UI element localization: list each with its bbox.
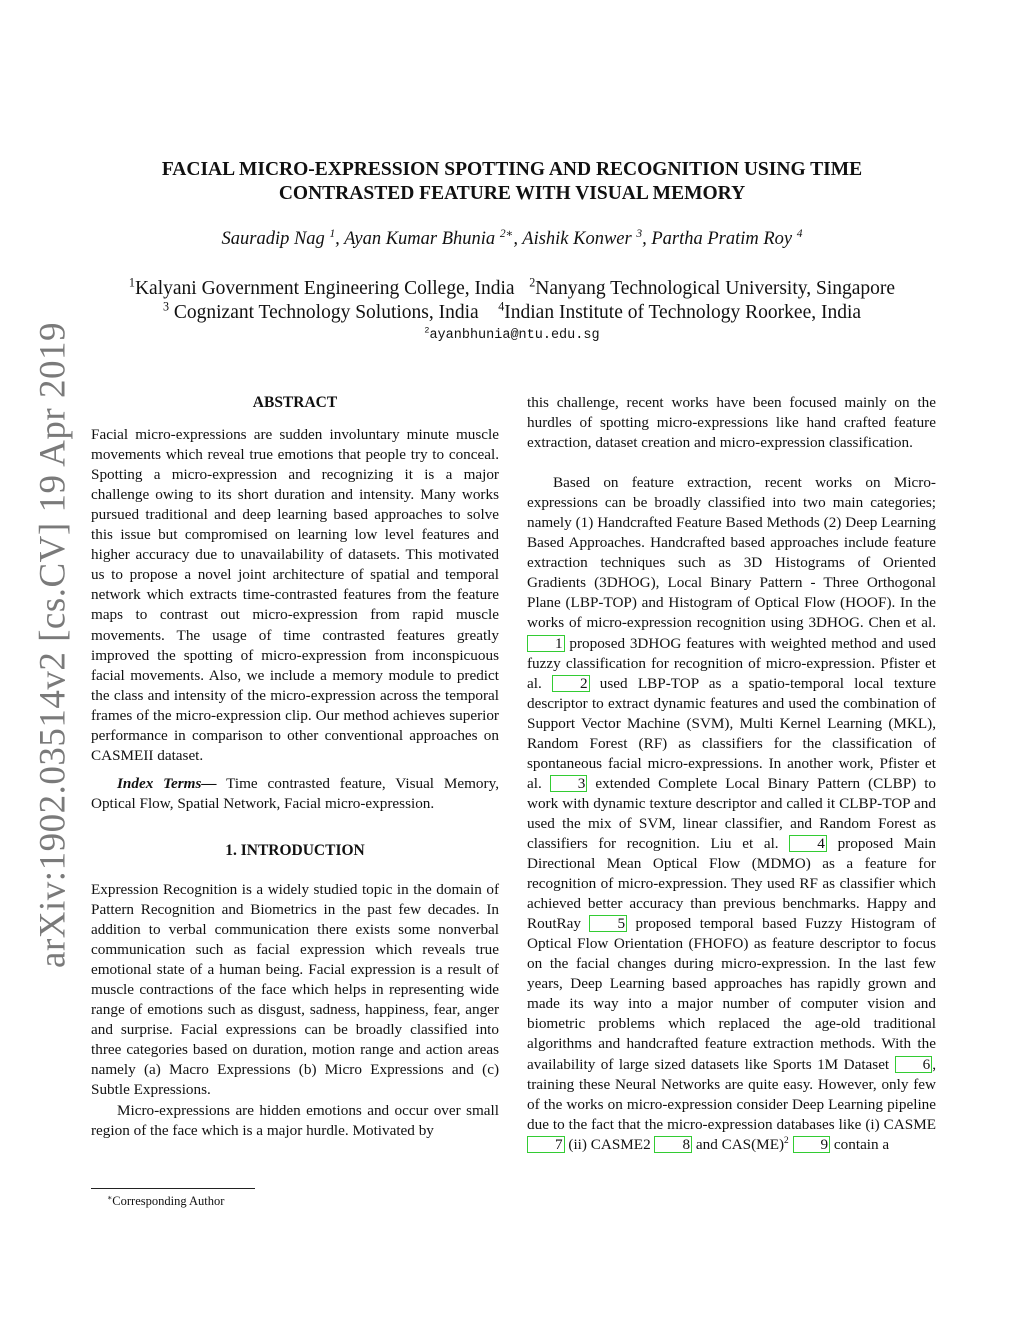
index-terms-label: Index Terms—: [117, 774, 217, 792]
affiliation-name: Indian Institute of Technology Roorkee, India: [504, 302, 862, 323]
author-sup: 1: [329, 227, 336, 240]
footnote: [107, 1194, 224, 1209]
text-run: contain a: [833, 1135, 890, 1153]
author-sup: 2∗: [499, 227, 514, 240]
paper-title: [100, 158, 924, 206]
affiliations-row-1: [80, 277, 944, 301]
right-paragraph-0: this challenge, recent works have been focused mainly on the hurdles of spotting micro-expressions like hand crafted feature extraction, dataset creation and micro-expression classification.: [527, 394, 936, 452]
text-run: and CAS(ME): [695, 1135, 785, 1153]
right-column: [527, 393, 936, 1155]
footnote-text: Corresponding Author: [112, 1194, 225, 1208]
affiliation-sup: 4: [498, 299, 505, 314]
affiliation-name: Cognizant Technology Solutions, India: [173, 302, 479, 323]
citation-link[interactable]: 9: [793, 1136, 831, 1153]
affiliation-sup: 1: [128, 275, 135, 290]
author-name: Aishik Konwer: [522, 229, 632, 249]
text-run: proposed Main Directional Mean Optical Flow (MDMO) as a feature for recognition of micro-expression. They used RF as classifier which achieved better accuracy than previous benchmarks. Happy and RoutRay: [527, 834, 936, 933]
left-column: [91, 393, 499, 1141]
citation-link[interactable]: 2: [552, 675, 590, 692]
footnote-divider: [91, 1188, 255, 1189]
affiliation-sup: 3: [162, 299, 169, 314]
abstract-text: Facial micro-expressions are sudden involuntary minute muscle movements which reveal true emotions that people try to conceal. Spotting a micro-expression and recognizing it is a major challenge owing to its short duration and intensity. Many works pursued traditional and deep learning based approaches to solve this issue but compromised on learning low level features and higher accuracy due to unavailability of datasets. This motivated us to propose a novel joint architecture of spatial and temporal network which extracts time-contrasted features from the feature maps to contrast out micro-expression from rapid muscle movements. The usage of time contrasted features greatly improved the spotting of micro-expression from inconspicuous facial movements. Also, we include a memory module to predict the class and intensity of the micro-expression across the temporal frames of the micro-expression clip. Our method achieves superior performance in comparison to other conventional approaches on CASMEII dataset.: [91, 426, 499, 764]
email-address: ayanbhunia@ntu.edu.sg: [429, 328, 600, 343]
superscript: 2: [784, 1135, 789, 1146]
author-sup: 3: [636, 227, 643, 240]
footnote-sup: ∗: [107, 1192, 113, 1202]
intro-paragraph-1: Expression Recognition is a widely studied topic in the domain of Pattern Recognition and Biometrics in the past few decades. In addition to verbal communication there exists some nonverbal communication such as facial expression which reveals true emotional state of a human being. Facial expression is a result of muscle contractions of the face which helps in representing wide range of emotions such as disgust, sadness, happiness, fear, anger and surprise. Facial expressions can be broadly classified into three categories based on duration, motion range and action areas namely (a) Macro Expressions (b) Micro Expressions and (c) Subtle Expressions.: [91, 880, 499, 1099]
text-run: proposed temporal based Fuzzy Histogram of Optical Flow Orientation (FHOFO) as feature descriptor to focus on the facial changes during micro-expression. In the last few years, Deep Learning based approaches has rapidly grown and made its way into a major number of computer vision and biometric problems which replaced the age-old traditional algorithms and handcrafted feature extraction methods. With the availability of large sized datasets like Sports 1M Dataset: [527, 915, 937, 1073]
citation-link[interactable]: 1: [527, 635, 565, 652]
text-run: Based on feature extraction, recent works on Micro-expressions can be broadly classified into two main categories; namely (1) Handcrafted Feature Based Methods (2) Deep Learning Based Approaches. Handcrafted based approaches include feature extraction techniques such as 3D Histograms of Oriented Gradients (3DHOG), Local Binary Pattern - Three Orthogonal Plane (LBP-TOP) and Histogram of Optical Flow (HOOF). In the works of micro-expression recognition using 3DHOG. Chen et al.: [527, 474, 936, 632]
text-run: , training these Neural Networks are quite easy. However, only few of the works on micro-expression consider Deep Learning pipeline due to the fact that the micro-expression databases like (i) CASME: [527, 1055, 936, 1133]
citation-link[interactable]: 8: [654, 1136, 692, 1153]
arxiv-side-stamp: arXiv:1902.03514v2 [cs.CV] 19 Apr 2019: [32, 322, 74, 968]
index-terms: [91, 774, 499, 814]
introduction-heading: 1. INTRODUCTION: [225, 841, 365, 859]
author-name: Partha Pratim Roy: [651, 229, 793, 249]
email-sup: 2: [424, 325, 430, 336]
citation-link[interactable]: 6: [895, 1056, 933, 1073]
text-run: (ii) CASME2: [568, 1135, 651, 1153]
index-terms-text: Time contrasted feature, Visual Memory, Optical Flow, Spatial Network, Facial micro-expression.: [91, 774, 499, 812]
text-run: proposed 3DHOG features with weighted method and used fuzzy classification for recognition of micro-expression. Pfister et al.: [527, 634, 937, 692]
author-name: Ayan Kumar Bhunia: [344, 229, 496, 249]
title-line-1: FACIAL MICRO-EXPRESSION SPOTTING AND RECOGNITION USING TIME: [161, 159, 863, 180]
citation-link[interactable]: 3: [550, 775, 588, 792]
author-name: Sauradip Nag: [221, 229, 325, 249]
title-line-2: CONTRASTED FEATURE WITH VISUAL MEMORY: [278, 183, 746, 204]
citation-link[interactable]: 7: [527, 1136, 565, 1153]
citation-link[interactable]: 5: [589, 915, 627, 932]
author-sup: 4: [796, 227, 803, 240]
author-list: Sauradip Nag $^1$, Ayan Kumar Bhunia $^{2∗}$, Aishik Konwer $^3$, Partha Pratim Roy $^4$: [221, 227, 803, 249]
citation-link[interactable]: 4: [789, 835, 827, 852]
affiliations-row-2: [80, 301, 944, 325]
contact-email: [100, 325, 924, 343]
abstract-heading: ABSTRACT: [252, 394, 338, 411]
affiliation-sup: 2: [529, 275, 536, 290]
text-run: extended Complete Local Binary Pattern (CLBP) to work with dynamic texture descriptor and called it CLBP-TOP and used the mix of SVM, linear classifier, and Random Forest as classifiers for recognition. Liu et al.: [527, 774, 937, 852]
affiliation-name: Kalyani Government Engineering College, India: [134, 278, 515, 299]
affiliation-name: Nanyang Technological University, Singapore: [535, 278, 896, 299]
text-run: used LBP-TOP as a spatio-temporal local texture descriptor to extract dynamic features and used the combination of Support Vector Machine (SVM), Multi Kernel Learning (MKL), Random Forest (RF) as classifiers for the classification of spontaneous facial micro-expressions. In another work, Pfister et al.: [527, 674, 937, 792]
intro-paragraph-2: Micro-expressions are hidden emotions and occur over small region of the face which is a major hurdle. Motivated by: [91, 1101, 499, 1139]
right-paragraph-1: [527, 473, 936, 1155]
